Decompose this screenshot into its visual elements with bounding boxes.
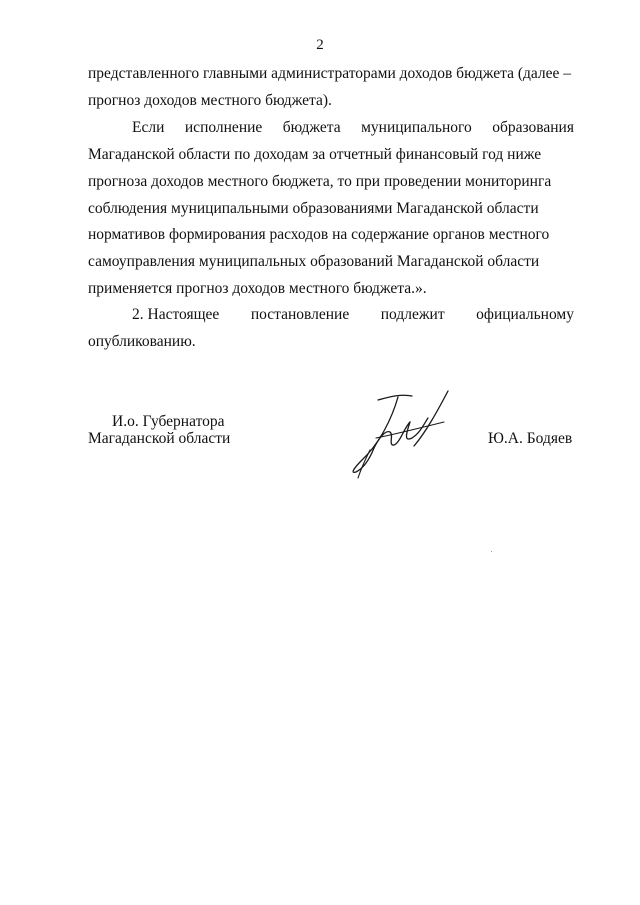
signatory-name: Ю.А. Бодяев (488, 430, 573, 447)
word: 2. Настоящее (132, 306, 220, 323)
word: образования (492, 119, 574, 136)
word: подлежит (380, 306, 445, 323)
text-line: прогноз доходов местного бюджета). (88, 92, 332, 109)
signatory-region: Магаданской области (88, 430, 231, 447)
page-number: 2 (316, 37, 324, 53)
word: исполнение (184, 119, 263, 136)
text-line: самоуправления муниципальных образований Магаданской области (88, 253, 540, 270)
signatory-title: И.о. Губернатора (112, 413, 225, 430)
text-line (132, 305, 574, 325)
text-line: соблюдения муниципальными образованиями Магаданской области (88, 200, 539, 217)
word: Если (132, 119, 165, 136)
word: постановление (250, 306, 350, 323)
word: бюджета (282, 119, 341, 136)
word: официальному (476, 306, 574, 323)
handwritten-signature (340, 388, 465, 483)
scan-speck (491, 551, 492, 552)
text-line: прогноза доходов местного бюджета, то при проведении мониторинга (88, 173, 552, 190)
text-line: нормативов формирования расходов на содержание органов местного (88, 226, 550, 243)
word: муниципального (361, 119, 472, 136)
text-line: применяется прогноз доходов местного бюджета.». (88, 280, 427, 297)
text-line: опубликованию. (88, 333, 196, 350)
text-line: Магаданской области по доходам за отчетный финансовый год ниже (88, 146, 542, 163)
text-line: представленного главными администраторами доходов бюджета (далее – (88, 65, 572, 82)
text-line (132, 118, 574, 138)
